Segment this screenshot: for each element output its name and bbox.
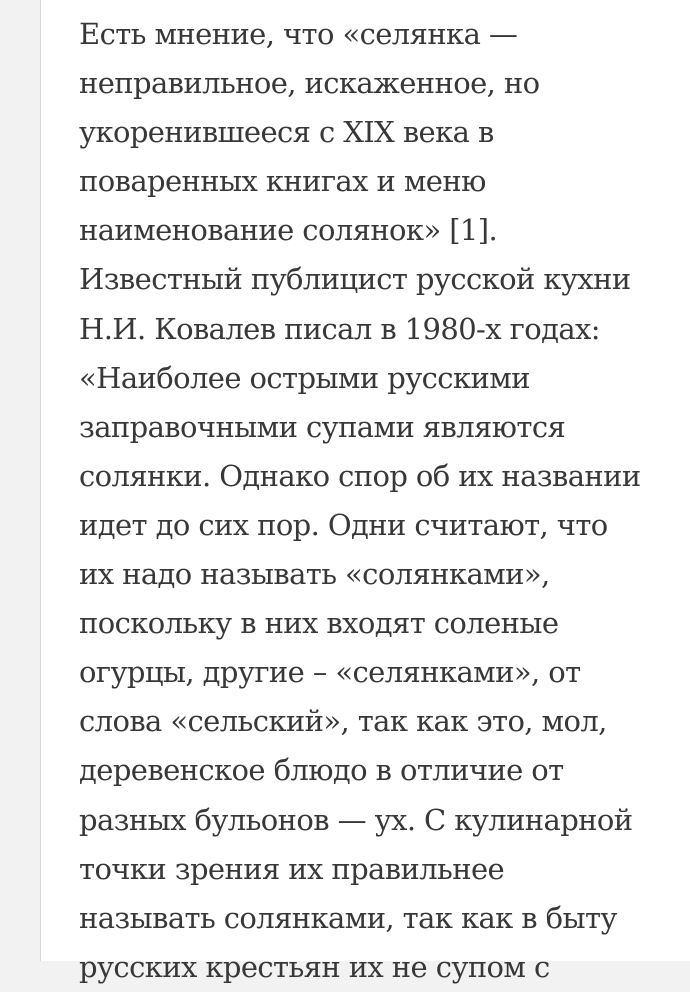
article-line: идет до сих пор. Одни считают, что [79, 507, 608, 542]
article-line: Известный публицист русской кухни [79, 262, 631, 297]
article-line: «Наиболее острыми русскими [79, 360, 530, 395]
article-line: точки зрения их правильнее [79, 851, 505, 886]
article-line: поваренных книгах и меню [79, 164, 486, 199]
article-line: наименование солянок» [1]. [79, 213, 498, 248]
article-line: неправильное, искаженное, но [79, 66, 540, 101]
article-line: их надо называть «солянками», [79, 557, 550, 592]
article-card [40, 0, 690, 984]
article-line: Есть мнение, что «селянка — [79, 17, 518, 51]
article-line: укоренившееся с XIX века в [79, 115, 494, 150]
article-line: разных бульонов — ух. С кулинарной [79, 802, 633, 837]
article-line: русских крестьян их не супом с [79, 949, 550, 984]
article-line: огурцы, другие – «селянками», от [79, 655, 581, 690]
article-line: называть солянками, так как в быту [79, 900, 617, 935]
article-line: поскольку в них входят соленые [79, 606, 559, 641]
article-paragraph [79, 10, 679, 992]
article-line: слова «сельский», так как это, мол, [79, 704, 607, 739]
article-line: солянки. Однако спор об их названии [79, 458, 641, 493]
article-line: деревенское блюдо в отличие от [79, 753, 564, 788]
article-line: заправочными супами являются [79, 409, 566, 444]
article-line: Н.И. Ковалев писал в 1980-х годах: [79, 311, 600, 346]
